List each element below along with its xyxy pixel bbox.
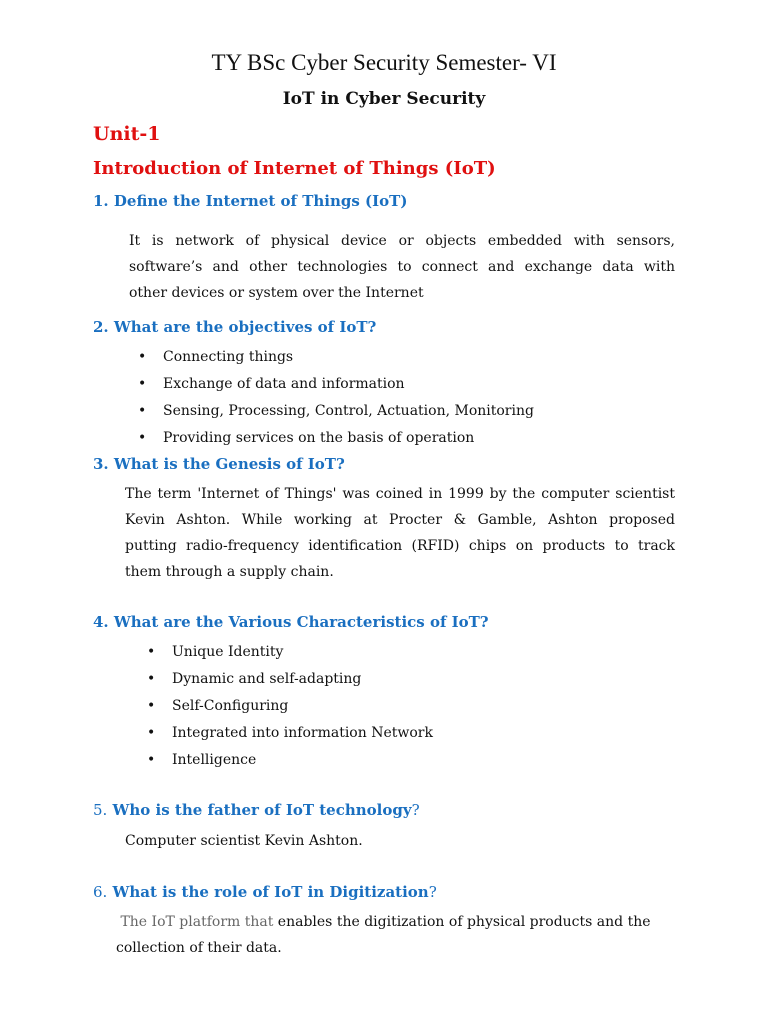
question-5-heading — [93, 801, 420, 819]
question-3-text: What is the Genesis of IoT? — [113, 455, 345, 473]
answer-6-rest: enables the digitization of physical products and the — [273, 914, 651, 930]
question-5-mark: ? — [411, 801, 420, 819]
answer-3-line: them through a supply chain. — [125, 564, 334, 580]
characteristics-list — [147, 642, 433, 777]
question-5-number: 5. — [93, 801, 108, 819]
question-3-number: 3. — [93, 455, 109, 473]
answer-3-line: The term 'Internet of Things' was coined in 1999 by the computer scientist — [125, 486, 675, 502]
question-4-heading — [93, 613, 489, 631]
question-2-heading — [93, 318, 376, 336]
answer-3 — [125, 481, 675, 585]
list-item: • Providing services on the basis of operation — [138, 428, 534, 455]
question-4-number: 4. — [93, 613, 109, 631]
list-item: • Dynamic and self-adapting — [147, 669, 433, 696]
question-5-text: Who is the father of IoT technology — [112, 801, 412, 819]
list-item: • Integrated into information Network — [147, 723, 433, 750]
answer-1 — [129, 228, 675, 306]
answer-1-line: It is network of physical device or objects embedded with sensors, — [129, 233, 675, 249]
answer-6 — [116, 909, 686, 961]
question-6-mark: ? — [428, 883, 437, 901]
document-subtitle: IoT in Cyber Security — [282, 89, 486, 109]
answer-6-highlight: The IoT platform that — [120, 914, 274, 930]
list-item: • Intelligence — [147, 750, 433, 777]
answer-1-line: other devices or system over the Internet — [129, 285, 424, 301]
answer-3-line: putting radio-frequency identification (RFID) chips on products to track — [125, 538, 675, 554]
list-item: • Exchange of data and information — [138, 374, 534, 401]
section-heading: Introduction of Internet of Things (IoT) — [93, 158, 496, 179]
question-1-text: Define the Internet of Things (IoT) — [113, 192, 408, 210]
answer-5: Computer scientist Kevin Ashton. — [125, 833, 363, 849]
answer-6-line: collection of their data. — [116, 940, 282, 956]
document-title: TY BSc Cyber Security Semester- VI — [211, 50, 557, 75]
objectives-list — [138, 347, 534, 455]
question-1-heading — [93, 192, 407, 210]
question-2-number: 2. — [93, 318, 109, 336]
answer-1-line: software’s and other technologies to connect and exchange data with — [129, 259, 675, 275]
question-6-number: 6. — [93, 883, 108, 901]
list-item: • Unique Identity — [147, 642, 433, 669]
unit-heading: Unit-1 — [93, 123, 161, 145]
question-6-heading — [93, 883, 437, 901]
question-6-text: What is the role of IoT in Digitization — [112, 883, 429, 901]
answer-6-line — [116, 909, 686, 935]
list-item: • Sensing, Processing, Control, Actuation, Monitoring — [138, 401, 534, 428]
list-item: • Connecting things — [138, 347, 534, 374]
question-2-text: What are the objectives of IoT? — [113, 318, 377, 336]
question-1-number: 1. — [93, 192, 109, 210]
question-3-heading — [93, 455, 345, 473]
list-item: • Self-Configuring — [147, 696, 433, 723]
answer-3-line: Kevin Ashton. While working at Procter & Gamble, Ashton proposed — [125, 512, 675, 528]
question-4-text: What are the Various Characteristics of IoT? — [113, 613, 489, 631]
